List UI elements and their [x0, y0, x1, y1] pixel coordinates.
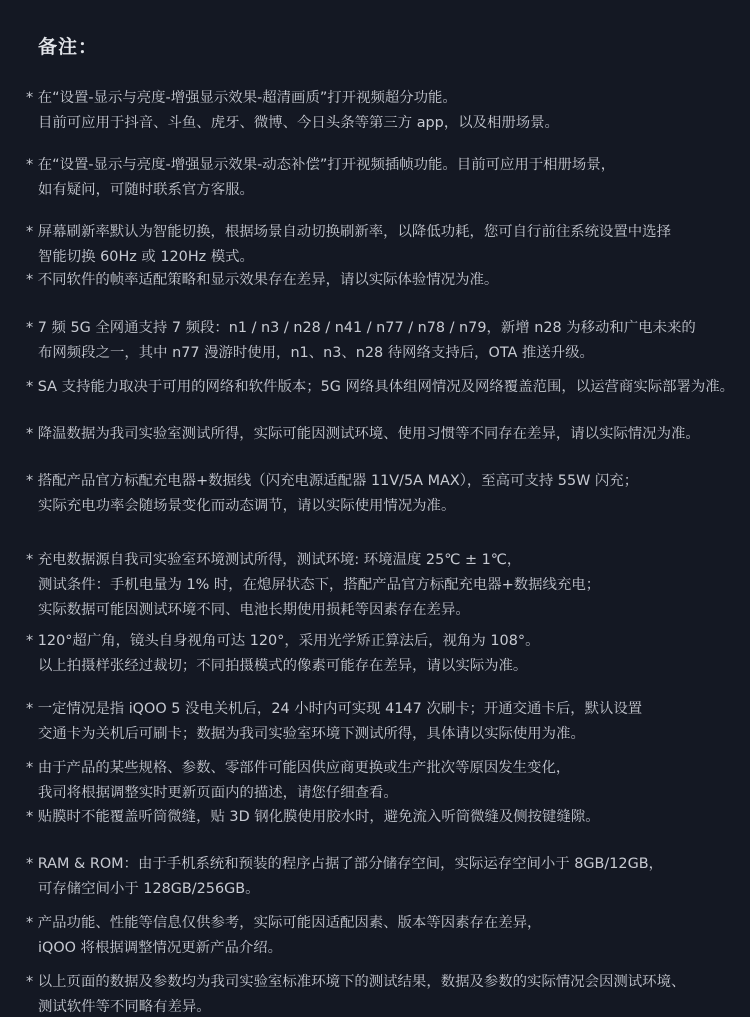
note-text-continued: 布网频段之一，其中 n77 漫游时使用，n1、n3、n28 待网络支持后，OTA 推送升级。	[38, 345, 594, 361]
note-text: * 由于产品的某些规格、参数、零部件可能因供应商更换或生产批次等原因发生变化，	[26, 760, 571, 776]
note-text: * 屏幕刷新率默认为智能切换，根据场景自动切换刷新率，以降低功耗，您可自行前往系统设置中选择	[26, 224, 671, 240]
note-text-continued: 测试条件：手机电量为 1% 时，在熄屏状态下，搭配产品官方标配充电器+数据线充电；	[38, 577, 601, 593]
note-text-continued: 交通卡为关机后可刷卡；数据为我司实验室环境下测试所得，具体请以实际使用为准。	[38, 726, 585, 742]
note-text: * 不同软件的帧率适配策略和显示效果存在差异，请以实际体验情况为准。	[26, 272, 499, 288]
note-text-continued: 实际充电功率会随场景变化而动态调节，请以实际使用情况为准。	[38, 498, 456, 514]
note-text-continued: 以上拍摄样张经过裁切；不同拍摄模式的像素可能存在差异，请以实际为准。	[38, 658, 528, 674]
note-text: * 120°超广角，镜头自身视角可达 120°，采用光学矫正算法后，视角为 108°。	[26, 633, 540, 649]
note-text: * 搭配产品官方标配充电器+数据线（闪充电源适配器 11V/5A MAX），至高可支持 55W 闪充；	[26, 473, 639, 489]
note-text-continued: 实际数据可能因测试环境不同、电池长期使用损耗等因素存在差异。	[38, 602, 470, 618]
note-text: * 以上页面的数据及参数均为我司实验室标准环境下的测试结果，数据及参数的实际情况会因测试环境、	[26, 974, 686, 990]
note-text: * 在“设置-显示与亮度-增强显示效果-动态补偿”打开视频插帧功能。目前可应用于相册场景，	[26, 157, 616, 173]
note-text-continued: 可存储空间小于 128GB/256GB。	[38, 881, 260, 897]
note-text: * 在“设置-显示与亮度-增强显示效果-超清画质”打开视频超分功能。	[26, 90, 457, 106]
note-text: * 贴膜时不能覆盖听筒微缝，贴 3D 钢化膜使用胶水时，避免流入听筒微缝及侧按键缝隙。	[26, 809, 600, 825]
note-text-continued: iQOO 将根据调整情况更新产品介绍。	[38, 940, 283, 956]
note-text-continued: 测试软件等不同略有差异。	[38, 999, 211, 1015]
note-text: * 7 频 5G 全网通支持 7 频段：n1 / n3 / n28 / n41 / n77 / n78 / n79，新增 n28 为移动和广电未来的	[26, 320, 696, 336]
note-text: * 充电数据源自我司实验室环境测试所得，测试环境: 环境温度 25℃ ± 1℃，	[26, 552, 522, 568]
note-text-continued: 我司将根据调整实时更新页面内的描述，请您仔细查看。	[38, 785, 398, 801]
note-text: * 降温数据为我司实验室测试所得，实际可能因测试环境、使用习惯等不同存在差异，请以实际情况为准。	[26, 426, 700, 442]
note-text-continued: 智能切换 60Hz 或 120Hz 模式。	[38, 249, 254, 265]
note-text-continued: 目前可应用于抖音、斗鱼、虎牙、微博、今日头条等第三方 app，以及相册场景。	[38, 115, 559, 131]
note-text-continued: 如有疑问，可随时联系官方客服。	[38, 182, 254, 198]
note-text: * 一定情况是指 iQOO 5 没电关机后，24 小时内可实现 4147 次刷卡；开通交通卡后，默认设置	[26, 701, 643, 717]
note-text: * 产品功能、性能等信息仅供参考，实际可能因适配因素、版本等因素存在差异，	[26, 915, 542, 931]
note-text: * RAM & ROM：由于手机系统和预装的程序占据了部分储存空间，实际运存空间小于 8GB/12GB，	[26, 856, 663, 872]
page-title: 备注：	[38, 36, 99, 58]
note-text: * SA 支持能力取决于可用的网络和软件版本；5G 网络具体组网情况及网络覆盖范围，以运营商实际部署为准。	[26, 379, 735, 395]
